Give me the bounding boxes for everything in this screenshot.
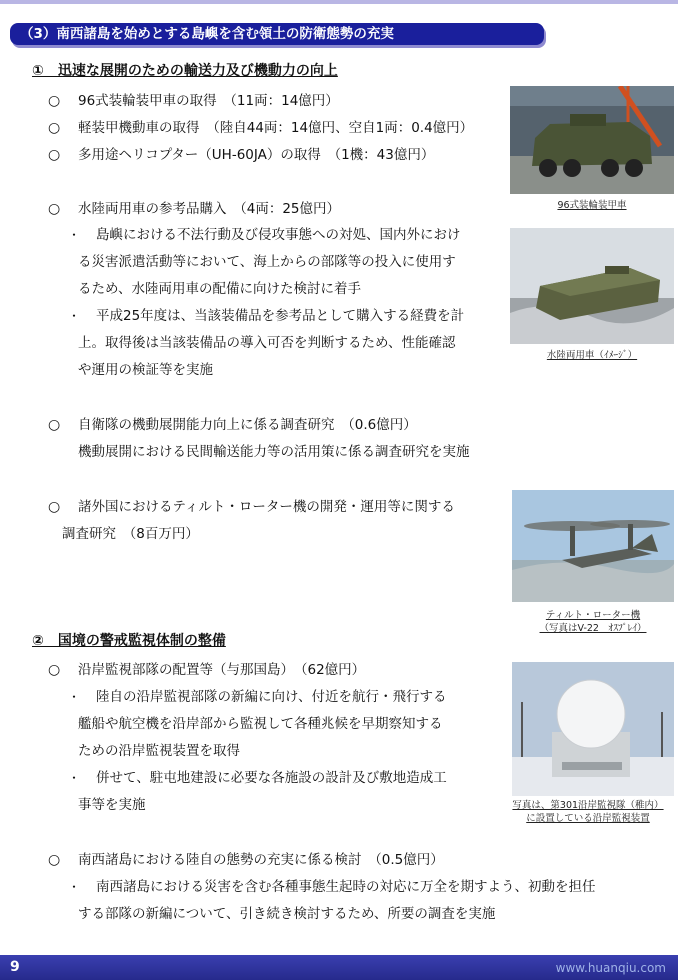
posture-text-a: 南西諸島における災害を含む各種事態生起時の対応に万全を期すよう、初動を担任 [96,879,596,895]
circle-bullet: ○ [48,417,61,433]
dot-bullet: ・ [68,771,81,785]
item-mobility-research: 自衛隊の機動展開能力向上に係る調査研究 （0.6億円） [78,417,417,433]
section-title-bar [10,23,544,45]
item-tiltrotor-research-1: 諸外国におけるティルト・ローター機の開発・運用等に関する [78,499,455,515]
amphib-text-1a: 島嶼における不法行動及び侵攻事態への対処、国内外におけ [96,227,461,243]
caption-radar-2: に設置している沿岸監視装置 [526,813,650,824]
circle-bullet: ○ [48,852,61,868]
caption-amphibious-vehicle: 水陸両用車（ｲﾒｰｼﾞ） [546,350,638,361]
coastal-text-1c: ための沿岸監視装置を取得 [78,743,240,759]
item-coastal-surveillance: 沿岸監視部隊の配置等（与那国島） （62億円） [78,662,366,678]
caption-tiltrotor-1: ティルト・ローター機 [545,610,641,621]
coastal-radar-photo [512,662,674,796]
caption-radar-1: 写真は、第301沿岸監視隊（稚内） [512,800,664,811]
item-amphibious-vehicle: 水陸両用車の参考品購入 （4両：25億円） [78,201,341,217]
dot-bullet: ・ [68,228,81,242]
watermark: www.huanqiu.com [555,961,666,975]
coastal-text-1a: 陸自の沿岸監視部隊の新編に向け、付近を航行・飛行する [96,689,447,705]
coastal-text-2b: 事等を実施 [78,797,146,813]
mobility-research-detail: 機動展開における民間輸送能力等の活用策に係る調査研究を実施 [78,444,470,460]
apc-photo [510,86,674,194]
item-light-armored-vehicle: 軽装甲機動車の取得 （陸自44両：14億円、空自1両：0.4億円） [78,120,474,136]
dot-bullet: ・ [68,690,81,704]
amphibious-vehicle-photo [510,228,674,344]
subsection-heading-2: ② 国境の警戒監視体制の整備 [32,633,226,649]
coastal-text-1b: 艦船や航空機を沿岸部から監視して各種兆候を早期察知する [78,716,443,732]
section-title: （3）南西諸島を始めとする島嶼を含む領土の防衛態勢の充実 [20,26,394,42]
circle-bullet: ○ [48,120,61,136]
caption-tiltrotor-2: （写真はV-22 ｵｽﾌﾟﾚｲ） [539,623,647,634]
posture-text-b: する部隊の新編について、引き続き検討するため、所要の調査を実施 [78,906,496,922]
page-number: 9 [10,959,20,975]
amphib-text-2b: 上。取得後は当該装備品の導入可否を判断するため、性能確認 [78,335,456,351]
dot-bullet: ・ [68,309,81,323]
coastal-text-2a: 併せて、駐屯地建設に必要な各施設の設計及び敷地造成工 [96,770,447,786]
circle-bullet: ○ [48,662,61,678]
amphib-text-1c: るため、水陸両用車の配備に向けた検討に着手 [78,281,361,297]
subsection-heading-1: ① 迅速な展開のための輸送力及び機動力の向上 [32,63,338,79]
circle-bullet: ○ [48,147,61,163]
caption-apc: 96式装輪装甲車 [557,200,627,211]
item-uh60ja: 多用途ヘリコプター（UH-60JA）の取得 （1機：43億円） [78,147,435,163]
item-southwest-posture: 南西諸島における陸自の態勢の充実に係る検討 （0.5億円） [78,852,444,868]
footer-bar [0,955,678,980]
item-tiltrotor-research-2: 調査研究 （8百万円） [62,526,199,542]
item-96-apc: 96式装輪装甲車の取得 （11両：14億円） [78,93,339,109]
amphib-text-1b: る災害派遣活動等において、海上からの部隊等の投入に使用す [78,254,456,270]
circle-bullet: ○ [48,201,61,217]
tiltrotor-photo [512,490,674,602]
circle-bullet: ○ [48,93,61,109]
circle-bullet: ○ [48,499,61,515]
dot-bullet: ・ [68,880,81,894]
amphib-text-2a: 平成25年度は、当該装備品を参考品として購入する経費を計 [96,308,465,324]
top-border-line [0,0,678,4]
amphib-text-2c: や運用の検証等を実施 [78,362,213,378]
